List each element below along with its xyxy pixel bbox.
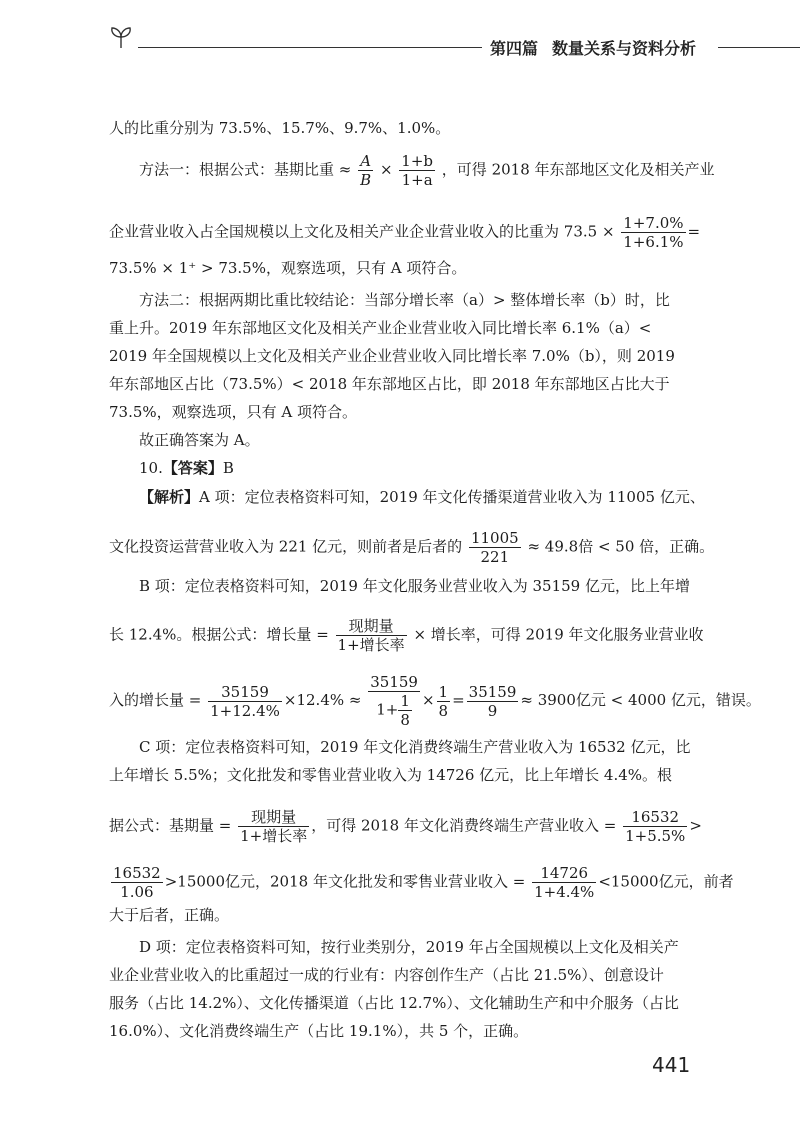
fraction-35159-over-9: $\frac{35159}{9}$	[468, 682, 517, 720]
fraction-a-over-b: $\frac{A}{B}$	[360, 152, 372, 189]
fraction-11005-221: $\frac{11005}{221}$	[470, 529, 519, 566]
text-line-6: 重上升。2019 年东部地区文化及相关产业企业营业收入同比增长率 6.1%（a）<	[109, 319, 652, 337]
text-line-19: 据公式：基期量 = $\frac{\text{现期量}}{\text{1+增长率}}$ ，可得 2018 年文化消费终端生产营业收入 = $\frac{16532}{1+5.5\%}$ >	[109, 808, 702, 845]
page-number: 441	[652, 1053, 691, 1077]
fraction-current-over-growth: $\frac{\text{现期量}}{\text{1+增长率}}$	[337, 617, 405, 654]
fraction-16532-over-1055: $\frac{16532}{1+5.5\%}$	[625, 808, 686, 845]
fraction-14726-over-1044: $\frac{14726}{1+4.4\%}$	[534, 864, 595, 901]
header-part: 第四篇	[490, 39, 539, 58]
text-line-7: 2019 年全国规模以上文化及相关产业企业营业收入同比增长率 7.0%（b），则 2019	[109, 347, 675, 365]
fraction-one-eighth: $\frac{1}{8}$	[438, 682, 449, 720]
text-line-23: 业企业营业收入的比重超过一成的行业有：内容创作生产（占比 21.5%）、创意设计	[109, 966, 664, 984]
text-line-2: 方法一：根据公式：基期比重 ≈ $\frac{A}{B}$ × $\frac{1+b}{1+a}$ ，可得 2018 年东部地区文化及相关产业	[139, 152, 715, 189]
text-line-17: C 项：定位表格资料可知，2019 年文化消费终端生产营业收入为 16532 亿元，比	[139, 738, 691, 756]
fraction-base-formula: $\frac{\text{现期量}}{\text{1+增长率}}$	[240, 808, 308, 845]
text-line-10: 故正确答案为 A。	[139, 431, 260, 449]
text-line-5: 方法二：根据两期比重比较结论：当部分增长率（a）> 整体增长率（b）时，比	[139, 291, 670, 309]
header-rule-left	[138, 47, 482, 48]
sprout-icon	[108, 24, 134, 50]
text-line-16: 入的增长量 = $\frac{35159}{1+12.4\%}$ ×12.4% ≈ 35159 1+ $\frac{1}{8}$ × $\frac{1}{8}$ = $\frac{35159}{9}$ ≈ 3900亿元 < 4000 亿元，错误。	[109, 673, 761, 729]
analysis-line: 【解析】A 项：定位表格资料可知，2019 年文化传播渠道营业收入为 11005 亿元、	[139, 488, 705, 506]
header-rule-right	[718, 47, 800, 48]
text-line-14: B 项：定位表格资料可知，2019 年文化服务业营业收入为 35159 亿元，比上年增	[139, 577, 690, 595]
text-line-18: 上年增长 5.5%；文化批发和零售业营业收入为 14726 亿元，比上年增长 4.4%。根	[109, 766, 673, 784]
fraction-35159-over-1124: $\frac{35159}{1+12.4\%}$	[210, 682, 280, 720]
text-line-25: 16.0%）、文化消费终端生产（占比 19.1%），共 5 个，正确。	[109, 1022, 529, 1040]
text-line-1: 人的比重分别为 73.5%、15.7%、9.7%、1.0%。	[109, 119, 451, 137]
fraction-b-over-a: $\frac{1+b}{1+a}$	[401, 152, 434, 189]
answer-line: 10.【答案】B	[139, 459, 234, 477]
page-header	[0, 0, 800, 70]
text-line-24: 服务（占比 14.2%）、文化传播渠道（占比 12.7%）、文化辅助生产和中介服务（占比	[109, 994, 679, 1012]
text-line-22: D 项：定位表格资料可知，按行业类别分，2019 年占全国规模以上文化及相关产	[139, 938, 679, 956]
fraction-growth: $\frac{1+7.0\%}{1+6.1\%}$	[623, 214, 684, 251]
header-chapter-title: 数量关系与资料分析	[552, 39, 697, 58]
text-line-15: 长 12.4%。根据公式：增长量 = $\frac{\text{现期量}}{\text{1+增长率}}$ × 增长率，可得 2019 年文化服务业营业收	[109, 617, 704, 654]
text-line-3: 企业营业收入占全国规模以上文化及相关产业企业营业收入的比重为 73.5 × $\frac{1+7.0\%}{1+6.1\%}$ =	[109, 214, 701, 251]
fraction-16532-over-106: $\frac{16532}{1.06}$	[113, 864, 161, 901]
header-title	[490, 36, 696, 59]
fraction-35159-over-1-plus-eighth: 35159 1+ $\frac{1}{8}$	[370, 673, 418, 729]
text-line-4: 73.5% × 1⁺ > 73.5%，观察选项，只有 A 项符合。	[109, 259, 467, 277]
text-line-20: $\frac{16532}{1.06}$ >15000亿元，2018 年文化批发和零售业营业收入 = $\frac{14726}{1+4.4\%}$ <15000亿元，前者	[113, 864, 734, 901]
text-line-21: 大于后者，正确。	[109, 906, 230, 924]
text-line-9: 73.5%，观察选项，只有 A 项符合。	[109, 403, 358, 421]
text-line-8: 年东部地区占比（73.5%）< 2018 年东部地区占比，即 2018 年东部地区占比大于	[109, 375, 670, 393]
text-line-13: 文化投资运营营业收入为 221 亿元，则前者是后者的 $\frac{11005}{221}$ ≈ 49.8倍 < 50 倍，正确。	[109, 529, 715, 566]
